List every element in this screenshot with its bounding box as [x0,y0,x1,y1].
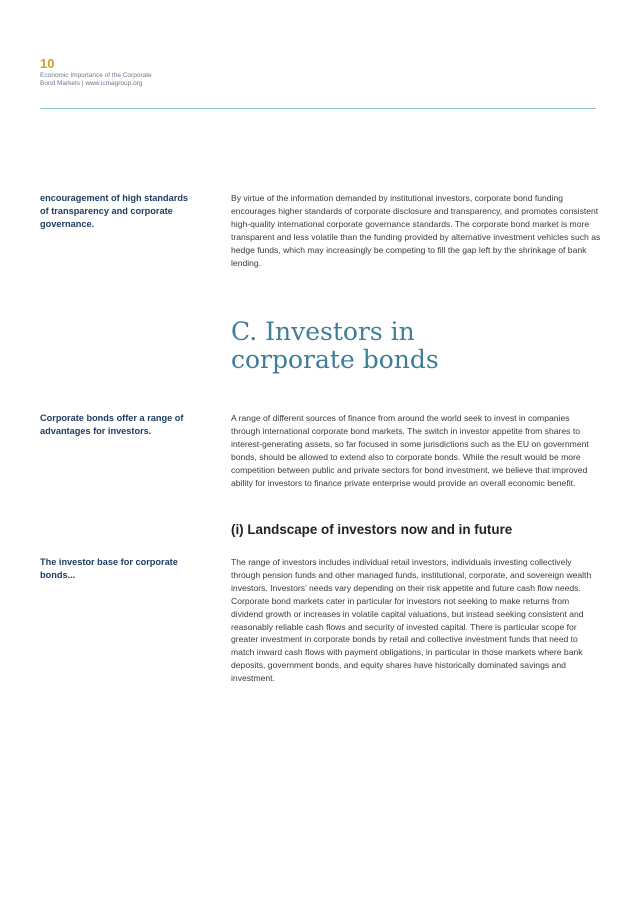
paragraph-advantages: A range of different sources of finance from around the world seek to invest in companies through international corporate bond markets. The switch in investor appetite from shares to interest-generating assets, so far focused in some jurisdictions such as the EU on government bonds, should be allowed to extend also to corporate bonds. While the result would be more competition between public and private sectors for bond investment, we believe that improved ability for investors to finance private enterprise would provide an overall economic benefit. [231,413,589,488]
header-rule [40,108,596,109]
paragraph-transparency: By virtue of the information demanded by institutional investors, corporate bond funding encourages higher standards of corporate disclosure and transparency, and promotes consistent high-quality international corporate governance standards. The corporate bond market is more transparent and less volatile than the funding provided by alternative investment vehicles such as hedge funds, which may increasingly be competing to fill the gap left by the shrinkage of bank lending. [231,193,601,268]
page-number: 10 [40,56,55,71]
header-title-line2: Bond Markets | www.icmagroup.org [40,80,143,87]
sidenote-transparency: encouragement of high standards of transparency and corporate governance. [40,193,189,229]
section-heading-line2: corporate bonds [231,345,439,374]
sidenote-investor-base: The investor base for corporate bonds... [40,557,178,580]
subheading-landscape: (i) Landscape of investors now and in future [231,522,513,537]
section-heading [231,318,591,374]
paragraph-investor-base: The range of investors includes individual retail investors, individuals investing collectively through pension funds and other managed funds, institutional, corporate, and sovereign wealth investors. Investors’ needs vary depending on their risk appetite and future cash flow needs. Corporate bond markets cater in particular for investors not seeking to make returns from dividend growth or increases in volatile capital valuations, but instead seeking consistent and reasonably reliable cash flows and security of invested capital. There is particular scope for greater investment in corporate bonds by retail and collective investment funds that need to match inward cash flows with payment obligations, in particular in those markets where bank deposits, government bonds, and equity shares have historically dominated savings and investment. [231,557,592,684]
header-title-line1: Economic Importance of the Corporate [40,72,152,79]
sidenote-advantages: Corporate bonds offer a range of advantages for investors. [40,413,184,436]
section-heading-line1: C. Investors in [231,317,415,346]
